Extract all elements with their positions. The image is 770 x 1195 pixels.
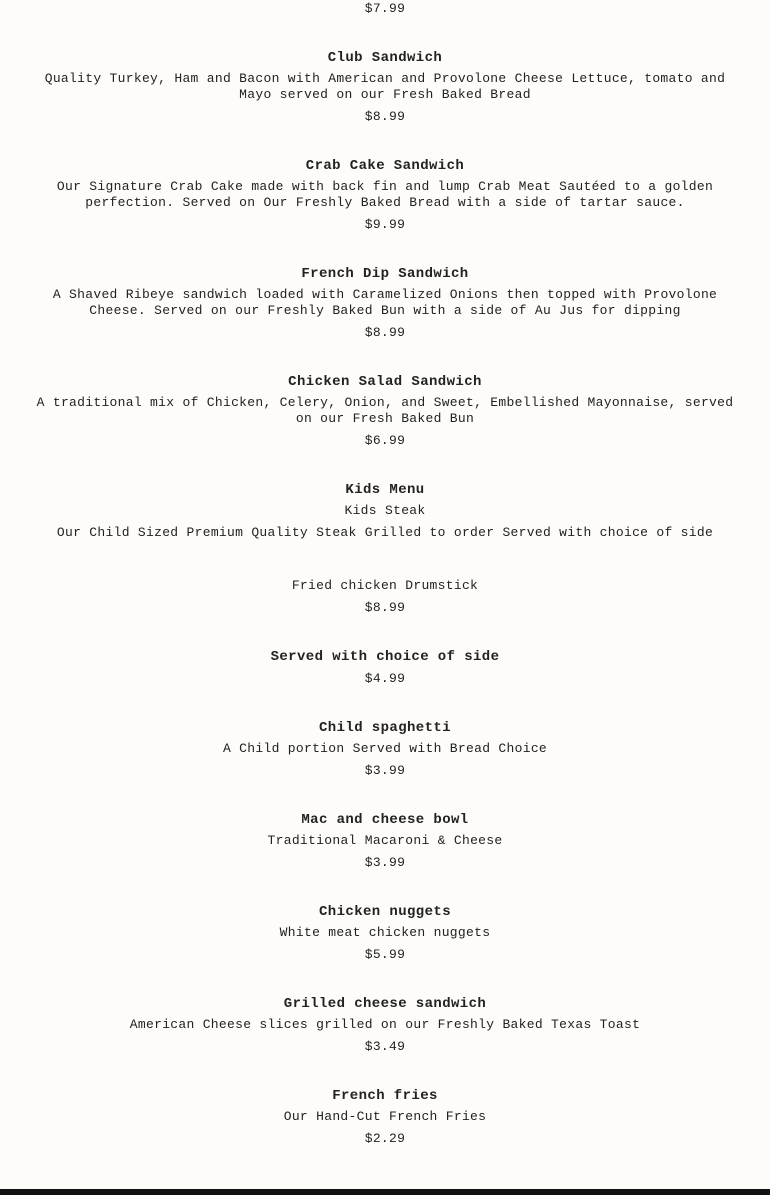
- item-price: $9.99: [364, 217, 406, 232]
- item-description: White meat chicken nuggets: [279, 925, 491, 940]
- item-price: $8.99: [364, 109, 406, 124]
- item-title: Club Sandwich: [327, 50, 443, 66]
- item-subtitle: Kids Steak: [344, 503, 426, 518]
- item-description: Our Child Sized Premium Quality Steak Grilled to order Served with choice of side: [56, 525, 714, 540]
- item-description: American Cheese slices grilled on our Freshly Baked Texas Toast: [129, 1017, 641, 1032]
- item-description: Mayo served on our Fresh Baked Bread: [239, 87, 531, 102]
- item-description: A Shaved Ribeye sandwich loaded with Caramelized Onions then topped with Provolone: [52, 287, 718, 302]
- item-title: Grilled cheese sandwich: [283, 996, 487, 1012]
- item-price: $5.99: [364, 947, 406, 962]
- item-price: $7.99: [364, 1, 406, 16]
- item-title: Chicken nuggets: [318, 904, 452, 920]
- section-heading: Kids Menu: [345, 482, 425, 498]
- item-description: Cheese. Served on our Freshly Baked Bun with a side of Au Jus for dipping: [89, 303, 681, 318]
- item-description: A Child portion Served with Bread Choice: [222, 741, 548, 756]
- item-price: $2.29: [364, 1131, 406, 1146]
- item-price: $8.99: [364, 600, 406, 615]
- item-description: A traditional mix of Chicken, Celery, Onion, and Sweet, Embellished Mayonnaise, served: [36, 395, 734, 410]
- item-price: $6.99: [364, 433, 406, 448]
- item-description: Our Signature Crab Cake made with back fin and lump Crab Meat Sautéed to a golden: [56, 179, 714, 194]
- item-title: Crab Cake Sandwich: [305, 158, 465, 174]
- item-description: on our Fresh Baked Bun: [295, 411, 475, 426]
- item-description: perfection. Served on Our Freshly Baked Bread with a side of tartar sauce.: [85, 195, 685, 210]
- item-title: French Dip Sandwich: [301, 266, 469, 282]
- item-price: $8.99: [364, 325, 406, 340]
- footer-bar: [0, 1189, 770, 1195]
- item-description: Traditional Macaroni & Cheese: [267, 833, 503, 848]
- item-title: French fries: [332, 1088, 438, 1104]
- item-title: Served with choice of side: [270, 649, 500, 665]
- item-title: Chicken Salad Sandwich: [288, 374, 482, 390]
- item-description: Fried chicken Drumstick: [291, 578, 479, 593]
- item-price: $3.49: [364, 1039, 406, 1054]
- item-price: $3.99: [364, 763, 406, 778]
- item-description: Quality Turkey, Ham and Bacon with American and Provolone Cheese Lettuce, tomato and: [44, 71, 726, 86]
- item-title: Mac and cheese bowl: [301, 812, 469, 828]
- item-description: Our Hand-Cut French Fries: [283, 1109, 487, 1124]
- item-price: $3.99: [364, 855, 406, 870]
- item-title: Child spaghetti: [318, 720, 452, 736]
- item-price: $4.99: [364, 671, 406, 686]
